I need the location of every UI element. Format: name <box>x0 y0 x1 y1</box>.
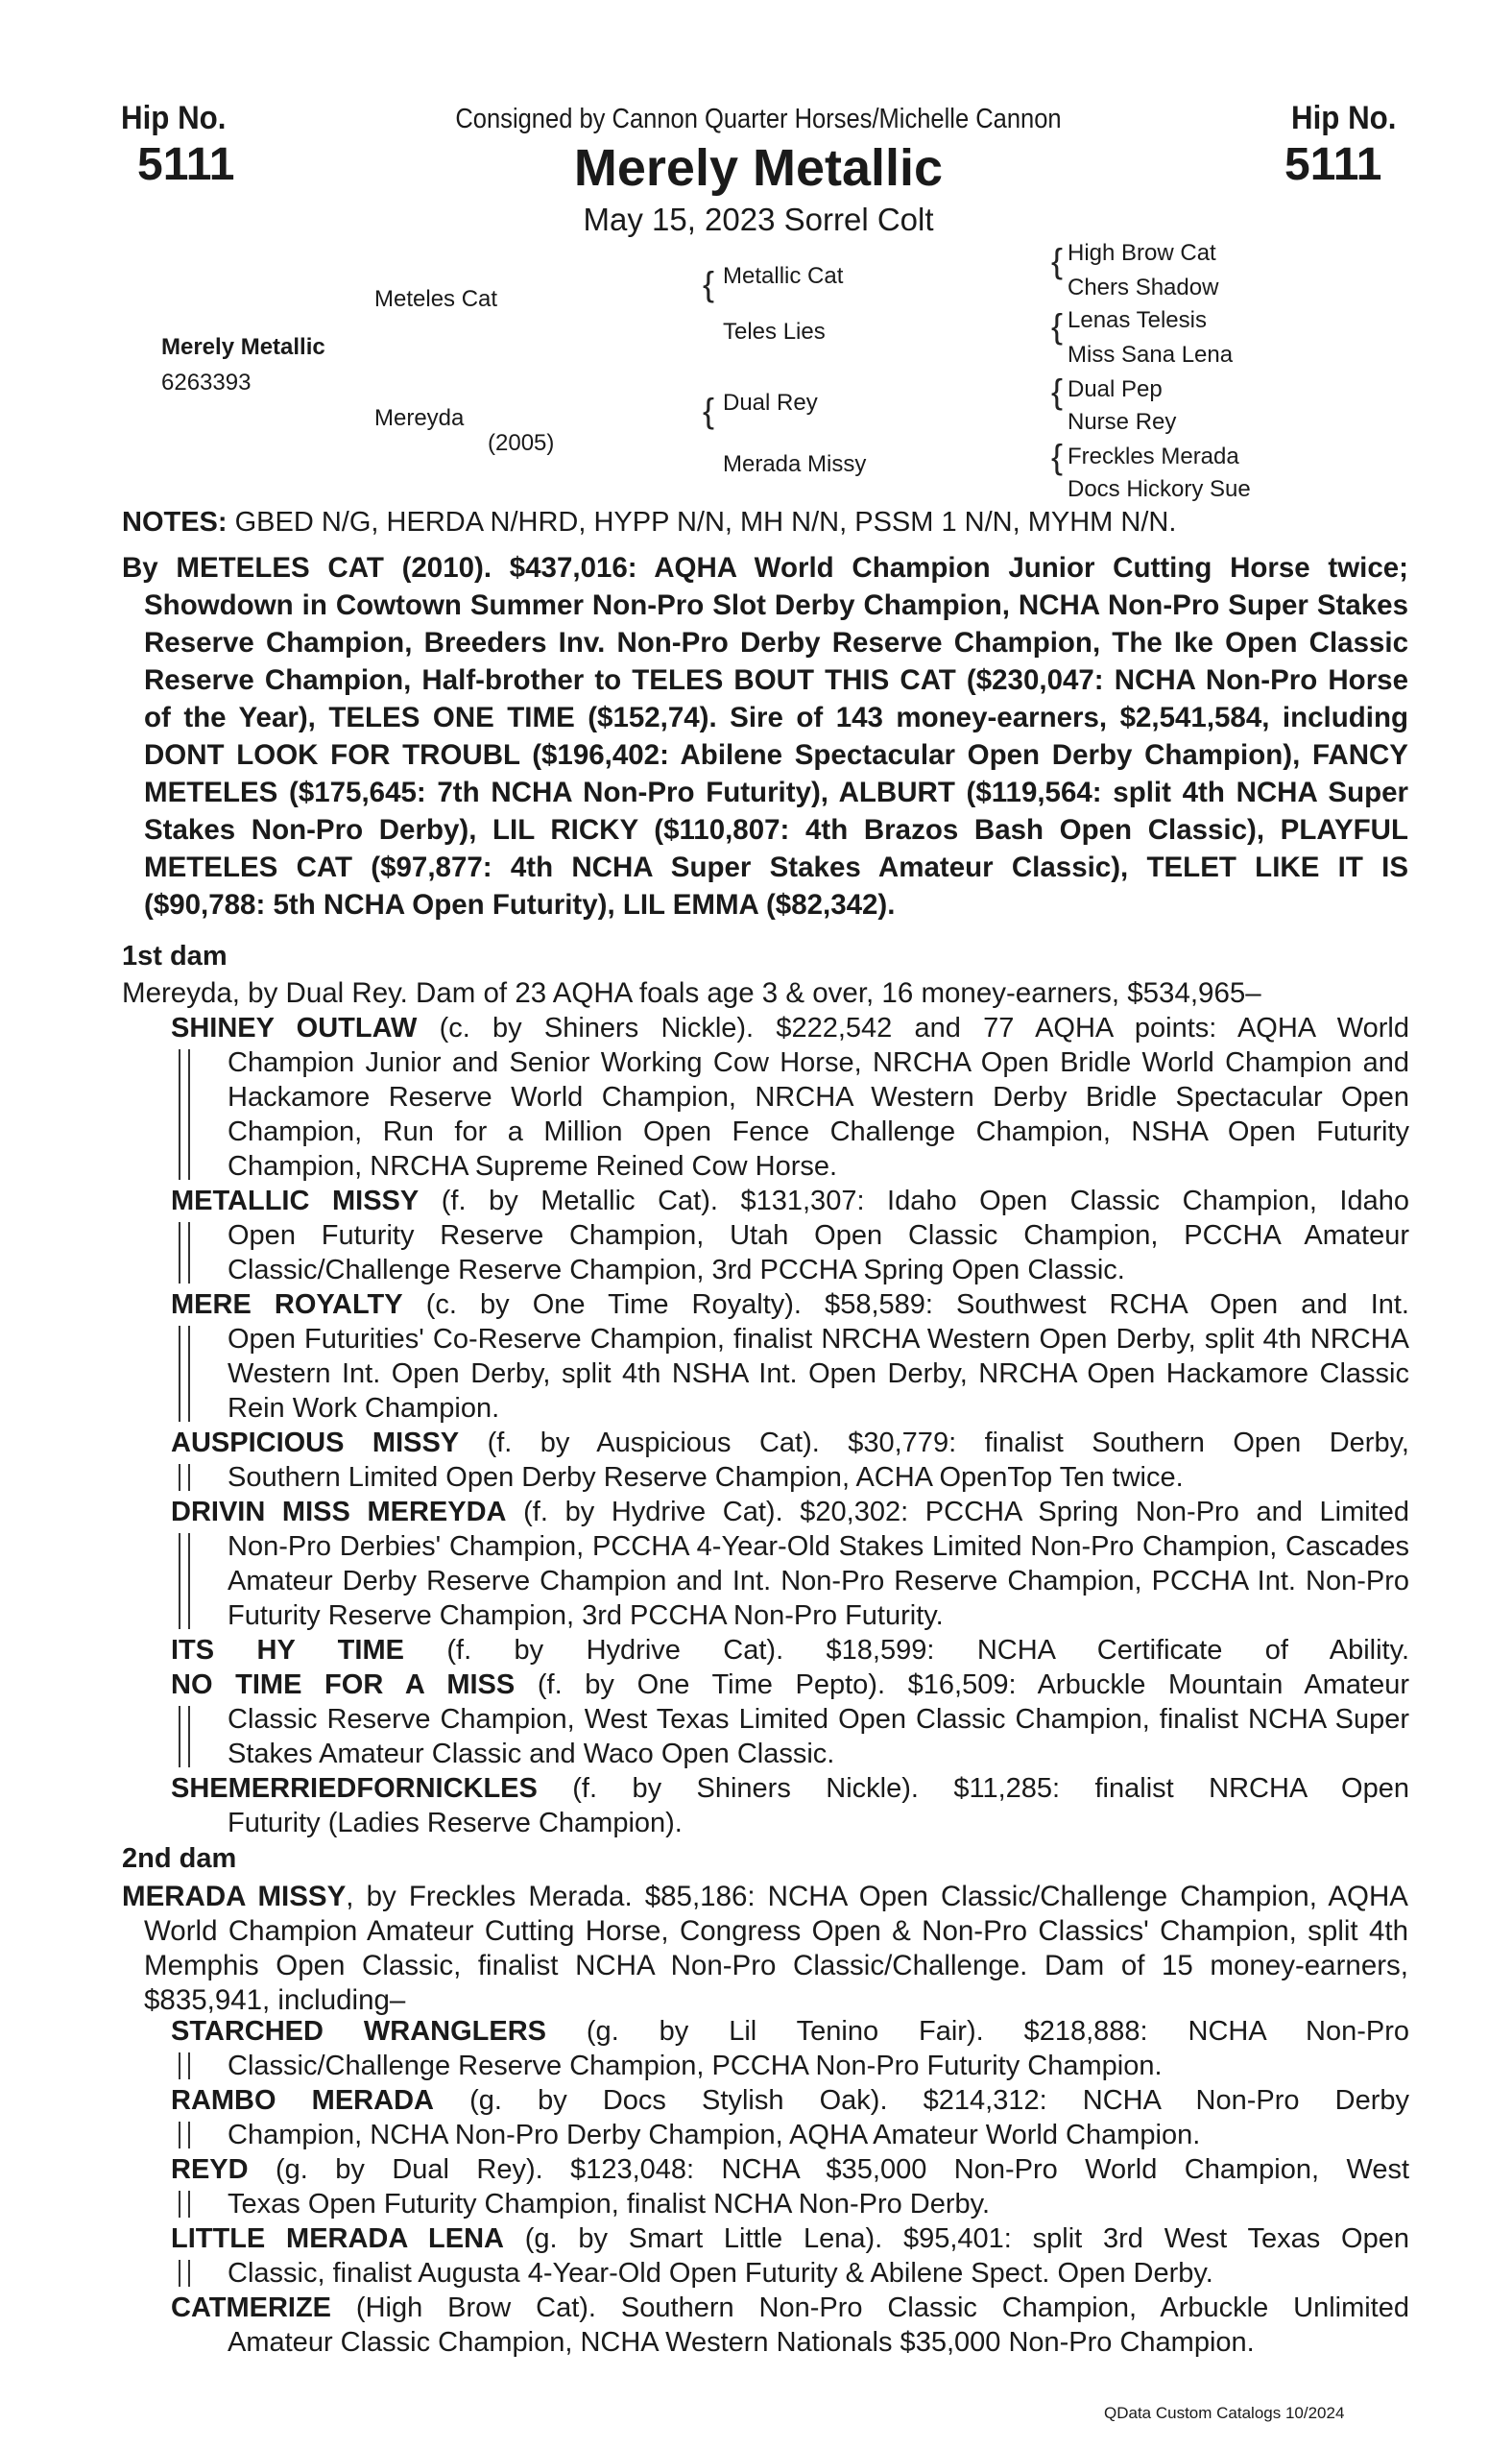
offspring-detail-text: Southern Limited Open Derby Reserve Champion, ACHA OpenTop Ten twice. <box>228 1462 1184 1493</box>
offspring-entry <box>171 1771 1409 1840</box>
offspring-detail <box>171 2118 1409 2152</box>
offspring-record: (f. by Metallic Cat). $131,307: Idaho Open Classic Champion, Idaho <box>419 1186 1410 1216</box>
offspring-entry <box>171 1668 1409 1771</box>
offspring-headline <box>171 1495 1409 1529</box>
offspring-detail-text: Open Futurity Reserve Champion, Utah Open Classic Champion, PCCHA Amateur Classic/Challenge Reserve Champion, 3rd PCCHA Spring Open Classic. <box>228 1220 1409 1285</box>
offspring-detail-text: Futurity (Ladies Reserve Champion). <box>228 1808 683 1838</box>
double-bar-marker <box>179 2052 190 2079</box>
pedigree-g2: Chers Shadow <box>1068 275 1219 300</box>
double-bar-marker <box>179 1222 190 1284</box>
offspring-entry <box>171 1633 1409 1668</box>
double-bar-marker <box>179 1326 190 1422</box>
offspring-entry <box>171 1011 1409 1184</box>
hip-number-right: 5111 <box>1284 139 1382 190</box>
offspring-detail <box>171 1460 1409 1495</box>
registration-number: 6263393 <box>161 370 252 396</box>
genetic-notes <box>122 507 1176 539</box>
offspring-detail <box>171 2325 1409 2360</box>
offspring-detail <box>171 1045 1409 1184</box>
offspring-entry <box>171 1426 1409 1495</box>
consignor: Consigned by Cannon Quarter Horses/Michelle Cannon <box>455 104 1062 134</box>
offspring-headline <box>171 1287 1409 1322</box>
pedigree-dam-sire: Dual Rey <box>723 390 818 416</box>
pedigree-g6: Nurse Rey <box>1068 409 1177 435</box>
offspring-detail <box>171 1529 1409 1633</box>
offspring-detail <box>171 2187 1409 2221</box>
brace-g2: { <box>1051 306 1064 346</box>
offspring-detail-text: Open Futurities' Co-Reserve Champion, finalist NRCHA Western Open Derby, split 4th NRCHA Western Int. Open Derby, split 4th NSHA Int. Open Derby, NRCHA Open Hackamore Classic Rein Work Champion. <box>228 1324 1409 1424</box>
offspring-record: (g. by Dual Rey). $123,048: NCHA $35,000 Non-Pro World Champion, West <box>248 2154 1409 2185</box>
offspring-record: (f. by One Time Pepto). $16,509: Arbuckle Mountain Amateur <box>515 1669 1409 1700</box>
offspring-record: (f. by Shiners Nickle). $11,285: finalist NRCHA Open <box>537 1773 1409 1804</box>
offspring-detail <box>171 1702 1409 1771</box>
offspring-name: RAMBO MERADA <box>171 2085 434 2116</box>
pedigree-dam-dam: Merada Missy <box>723 451 867 477</box>
foaling-info: May 15, 2023 Sorrel Colt <box>583 202 934 237</box>
offspring-record: (f. by Hydrive Cat). $20,302: PCCHA Spring Non-Pro and Limited <box>506 1497 1409 1527</box>
offspring-record: (f. by Auspicious Cat). $30,779: finalist Southern Open Derby, <box>459 1428 1409 1458</box>
sire-description: By METELES CAT (2010). $437,016: AQHA World Champion Junior Cutting Horse twice; Showdown in Cowtown Summer Non-Pro Slot Derby Champion, NCHA Non-Pro Super Stakes Reserve Champion, Breeders Inv. Non-Pro Derby Reserve Champion, The Ike Open Classic Reserve Champion, Half-brother to TELES BOUT THIS CAT ($230,047: NCHA Non-Pro Horse of the Year), TELES ONE TIME ($152,74). Sire of 143 money-earners, $2,541,584, including DONT LOOK FOR TROUBL ($196,402: Abilene Spectacular Open Derby Champion), FANCY METELES ($175,645: 7th NCHA Non-Pro Futurity), ALBURT ($119,564: split 4th NCHA Super Stakes Non-Pro Derby), LIL RICKY ($110,807: 4th Brazos Bash Open Classic), PLAYFUL METELES CAT ($97,877: 4th NCHA Super Stakes Amateur Classic), TELET LIKE IT IS ($90,788: 5th NCHA Open Futurity), LIL EMMA ($82,342). <box>122 552 1408 921</box>
offspring-detail <box>171 1806 1409 1840</box>
offspring-entry <box>171 2083 1409 2152</box>
offspring-detail-text: Champion, NCHA Non-Pro Derby Champion, AQHA Amateur World Champion. <box>228 2120 1201 2150</box>
second-dam-intro <box>122 1880 1408 2018</box>
pedigree-dam-year: (2005) <box>488 430 555 456</box>
hip-label-left: Hip No. <box>121 100 227 136</box>
offspring-record: (f. by Hydrive Cat). $18,599: NCHA Certificate of Ability. <box>403 1635 1410 1666</box>
offspring-detail <box>171 1322 1409 1426</box>
pedigree-g5: Dual Pep <box>1068 376 1163 402</box>
offspring-name: SHINEY OUTLAW <box>171 1013 418 1044</box>
offspring-headline <box>171 1771 1409 1806</box>
offspring-entry <box>171 2152 1409 2221</box>
offspring-entry <box>171 2291 1409 2360</box>
offspring-headline <box>171 1184 1409 1218</box>
offspring-detail <box>171 2049 1409 2083</box>
offspring-detail-text: Classic Reserve Champion, West Texas Limited Open Classic Champion, finalist NCHA Super Stakes Amateur Classic and Waco Open Classic. <box>228 1704 1409 1769</box>
offspring-headline <box>171 2083 1409 2118</box>
offspring-entry <box>171 2221 1409 2291</box>
offspring-name: SHEMERRIEDFORNICKLES <box>171 1773 538 1804</box>
offspring-detail-text: Amateur Classic Champion, NCHA Western Nationals $35,000 Non-Pro Champion. <box>228 2327 1255 2358</box>
offspring-headline <box>171 2152 1409 2187</box>
offspring-record: (g. by Smart Little Lena). $95,401: split 3rd West Texas Open <box>503 2223 1409 2254</box>
brace-g3: { <box>1051 372 1064 411</box>
offspring-name: ITS HY TIME <box>171 1635 404 1666</box>
offspring-headline <box>171 2014 1409 2049</box>
footer-credit: QData Custom Catalogs 10/2024 <box>1104 2404 1345 2422</box>
offspring-name: NO TIME FOR A MISS <box>171 1669 516 1700</box>
double-bar-marker <box>179 2260 190 2287</box>
offspring-headline <box>171 2221 1409 2256</box>
offspring-detail-text: Classic, finalist Augusta 4-Year-Old Open Futurity & Abilene Spect. Open Derby. <box>228 2258 1213 2289</box>
offspring-record: (g. by Docs Stylish Oak). $214,312: NCHA Non-Pro Derby <box>433 2085 1409 2116</box>
double-bar-marker <box>179 1706 190 1767</box>
pedigree-sire-sire: Metallic Cat <box>723 263 844 289</box>
pedigree-sire-dam: Teles Lies <box>723 319 826 345</box>
offspring-headline <box>171 1426 1409 1460</box>
offspring-headline <box>171 1633 1409 1668</box>
offspring-record: (c. by One Time Royalty). $58,589: Southwest RCHA Open and Int. <box>402 1289 1409 1320</box>
first-dam-heading: 1st dam <box>122 941 228 972</box>
offspring-detail-text: Texas Open Futurity Champion, finalist NCHA Non-Pro Derby. <box>228 2189 991 2220</box>
pedigree-g7: Freckles Merada <box>1068 444 1239 469</box>
pedigree-sire: Meteles Cat <box>374 286 498 312</box>
offspring-headline <box>171 1011 1409 1045</box>
offspring-record: (c. by Shiners Nickle). $222,542 and 77 AQHA points: AQHA World <box>417 1013 1409 1044</box>
pedigree-g8: Docs Hickory Sue <box>1068 476 1251 502</box>
brace-g4: { <box>1051 437 1064 476</box>
second-dam-intro-text: , by Freckles Merada. $85,186: NCHA Open Classic/Challenge Champion, AQHA World Champion Amateur Cutting Horse, Congress Open & Non-Pro Classics' Champion, split 4th Memphis Open Classic, finalist NCHA Non-Pro Classic/Challenge. Dam of 15 money-earners, $835,941, including– <box>144 1881 1408 2016</box>
notes-label: NOTES: <box>122 507 228 538</box>
double-bar-marker <box>179 2122 190 2148</box>
pedigree-horse: Merely Metallic <box>161 334 325 360</box>
offspring-detail-text: Classic/Challenge Reserve Champion, PCCHA Non-Pro Futurity Champion. <box>228 2051 1163 2081</box>
offspring-name: CATMERIZE <box>171 2292 332 2323</box>
offspring-detail <box>171 2256 1409 2291</box>
offspring-name: AUSPICIOUS MISSY <box>171 1428 460 1458</box>
brace-g1: { <box>1051 241 1064 280</box>
brace-sire: { <box>703 264 715 303</box>
hip-number-left: 5111 <box>137 139 235 190</box>
offspring-headline <box>171 2291 1409 2325</box>
hip-label-right: Hip No. <box>1291 100 1397 136</box>
offspring-detail-text: Champion Junior and Senior Working Cow Horse, NRCHA Open Bridle World Champion and Hackamore Reserve World Champion, NRCHA Western Derby Bridle Spectacular Open Champion, Run for a Million Open Fence Challenge Champion, NSHA Open Futurity Champion, NRCHA Supreme Reined Cow Horse. <box>228 1047 1409 1182</box>
offspring-entry <box>171 1184 1409 1287</box>
pedigree-dam: Mereyda <box>374 405 465 431</box>
offspring-headline <box>171 1668 1409 1702</box>
offspring-entry <box>171 1287 1409 1426</box>
double-bar-marker <box>179 1464 190 1491</box>
double-bar-marker <box>179 2191 190 2218</box>
second-dam-name: MERADA MISSY <box>122 1881 347 1912</box>
pedigree-g3: Lenas Telesis <box>1068 307 1207 333</box>
double-bar-marker <box>179 1533 190 1629</box>
brace-dam: { <box>703 391 715 430</box>
double-bar-marker <box>179 1049 190 1180</box>
offspring-name: LITTLE MERADA LENA <box>171 2223 504 2254</box>
pedigree-g4: Miss Sana Lena <box>1068 342 1234 368</box>
offspring-name: DRIVIN MISS MEREYDA <box>171 1497 507 1527</box>
pedigree-g1: High Brow Cat <box>1068 240 1216 266</box>
offspring-name: MERE ROYALTY <box>171 1289 403 1320</box>
offspring-record: (g. by Lil Tenino Fair). $218,888: NCHA Non-Pro <box>545 2016 1409 2047</box>
offspring-entry <box>171 1495 1409 1633</box>
notes-text: GBED N/G, HERDA N/HRD, HYPP N/N, MH N/N, PSSM 1 N/N, MYHM N/N. <box>234 507 1177 538</box>
offspring-detail-text: Non-Pro Derbies' Champion, PCCHA 4-Year-Old Stakes Limited Non-Pro Champion, Cascades Amateur Derby Reserve Champion and Int. Non-Pro Reserve Champion, PCCHA Int. Non-Pro Futurity Reserve Champion, 3rd PCCHA Non-Pro Futurity. <box>228 1531 1409 1631</box>
first-dam-intro: Mereyda, by Dual Rey. Dam of 23 AQHA foals age 3 & over, 16 money-earners, $534,965– <box>122 977 1261 1009</box>
offspring-record: (High Brow Cat). Southern Non-Pro Classic Champion, Arbuckle Unlimited <box>331 2292 1409 2323</box>
offspring-name: REYD <box>171 2154 249 2185</box>
second-dam-heading: 2nd dam <box>122 1843 237 1874</box>
offspring-entry <box>171 2014 1409 2083</box>
offspring-name: STARCHED WRANGLERS <box>171 2016 546 2047</box>
horse-name-title: Merely Metallic <box>573 139 944 197</box>
offspring-detail <box>171 1218 1409 1287</box>
offspring-name: METALLIC MISSY <box>171 1186 420 1216</box>
